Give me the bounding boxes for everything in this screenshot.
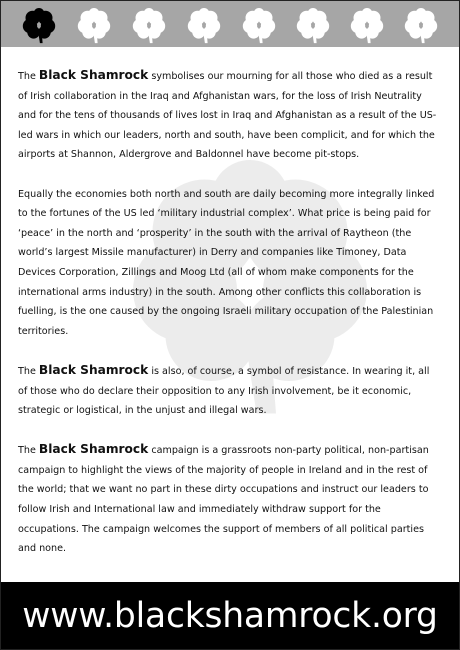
shamrock-icon <box>131 8 167 44</box>
shamrock-icon <box>349 8 385 44</box>
paragraph-economies <box>18 185 438 342</box>
shamrock-icon <box>21 8 57 44</box>
paragraph-lead: The <box>18 71 39 82</box>
paragraph-lead: The <box>18 445 39 457</box>
paragraph-text: Equally the economies both north and south are daily becoming more integrally linked to the fortunes of the US led ‘military industrial complex’. What price is being paid for ‘peace’ in the north and ‘prosperity’ in the south with the arrival of Raytheon (the world’s largest Missile manufacturer) in Derry and companies like Timoney, Data Devices Corporation, Zillings and Moog Ltd (all of whom make components for the international arms industry) in the south. Among other conflicts this collaboration is fuelling, is the one caused by the ongoing Israeli military occupation of the Palestinian territories. <box>18 188 435 337</box>
shamrock-icon <box>186 8 222 44</box>
paragraph-text: campaign is a grassroots non-party political, non-partisan campaign to highlight the views of the majority of people in Ireland and in the rest of the world; that we want no part in these dirty occupations and instruct our leaders to follow Irish and International law and immediately withdraw support for the occupations. The campaign welcomes the support of members of all political parties and none. <box>18 445 429 555</box>
shamrock-icon <box>295 8 331 44</box>
footer-banner <box>1 582 459 649</box>
paragraph-text: is also, of course, a symbol of resistance. In wearing it, all of those who do declare their opposition to any Irish involvement, be it economic, strategic or logistical, in the unjust and illegal wars. <box>18 365 430 417</box>
website-url[interactable]: www.blackshamrock.org <box>22 595 438 636</box>
brand-name: Black Shamrock <box>38 442 149 457</box>
paragraph-lead: The <box>18 365 39 377</box>
shamrock-icon <box>403 8 439 44</box>
paragraph-symbol-of-mourning <box>18 66 438 165</box>
paragraph-text: symbolises our mourning for all those who died as a result of Irish collaboration in the Iraq and Afghanistan wars, for the loss of Irish Neutrality and for the tens of thousands of lives lost in Iraq and Afghanistan as a result of the US-led wars in which our leaders, north and south, have been complicit, and for which the airports at Shannon, Aldergrove and Baldonnel have become pit-stops. <box>18 71 437 161</box>
paragraph-symbol-of-resistance <box>18 361 438 421</box>
body-text <box>18 66 438 578</box>
shamrock-icon <box>241 8 277 44</box>
shamrock-icon <box>76 8 112 44</box>
brand-name: Black Shamrock <box>38 362 149 377</box>
paragraph-campaign <box>18 440 438 559</box>
brand-name: Black Shamrock <box>38 68 149 82</box>
shamrock-header-band <box>1 1 459 47</box>
